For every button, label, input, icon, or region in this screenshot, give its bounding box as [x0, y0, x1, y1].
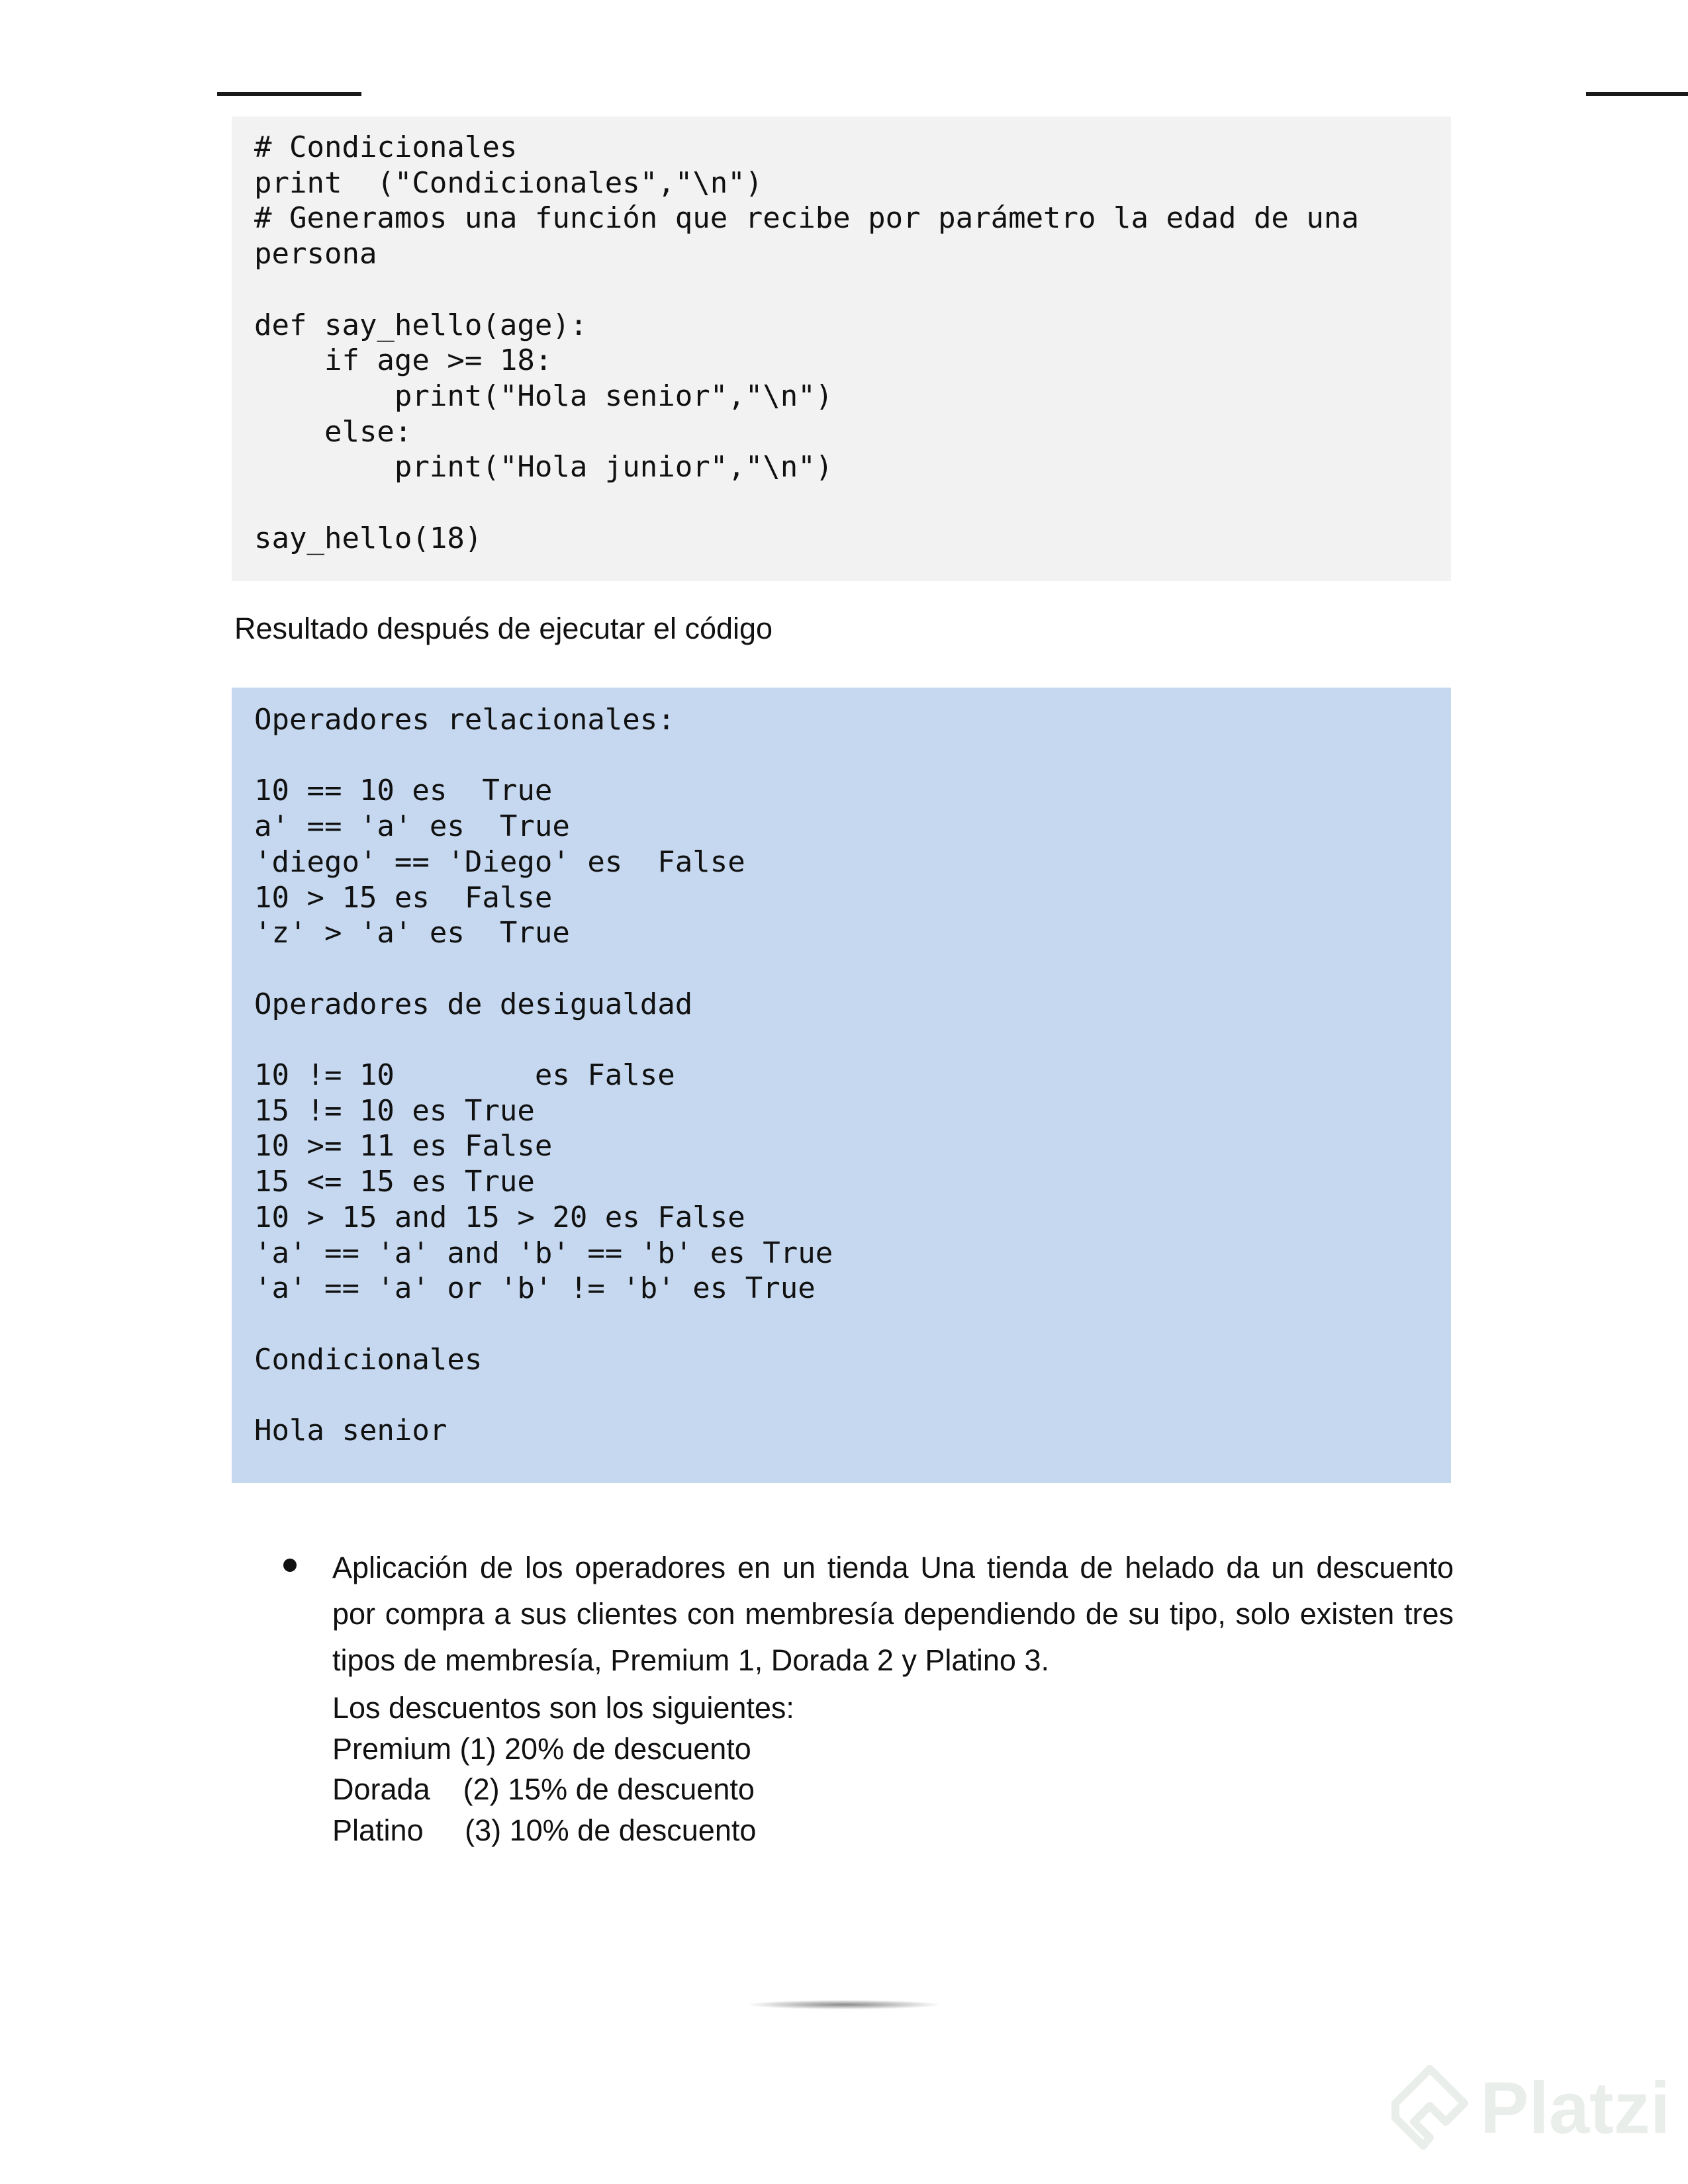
- result-label: Resultado después de ejecutar el código: [234, 612, 773, 645]
- discount-dorada: Dorada (2) 15% de descuento: [332, 1772, 755, 1806]
- bullet-icon: [283, 1559, 297, 1572]
- code-block: # Condicionales print ("Condicionales","\n") # Generamos una función que recibe por parámetro la edad de una persona def say_hello(age): if age >= 18: print("Hola senior","\n") else: print("Hola junior","\n") say_hello(18): [232, 116, 1451, 581]
- discount-platino: Platino (3) 10% de descuento: [332, 1813, 757, 1847]
- platzi-logo-icon: [1390, 2065, 1470, 2151]
- watermark-text: Platzi: [1480, 2067, 1671, 2149]
- discount-intro: Los descuentos son los siguientes:: [332, 1691, 794, 1725]
- header-rule-right: [1586, 92, 1688, 96]
- discount-premium: Premium (1) 20% de descuento: [332, 1731, 751, 1766]
- header-rule-left: [217, 92, 361, 96]
- bullet-paragraph: Aplicación de los operadores en un tienda Una tienda de helado da un descuento por compra a sus clientes con membresía dependiendo de su tipo, solo existen tres tipos de membresía, Premium 1, Dorada 2 y Platino 3.: [332, 1551, 1454, 1677]
- platzi-watermark: [1390, 2065, 1670, 2151]
- output-block: Operadores relacionales: 10 == 10 es True a' == 'a' es True 'diego' == 'Diego' es False 10 > 15 es False 'z' > 'a' es True Operadores de desigualdad 10 != 10 es False 15 != 10 es True 10 >= 11 es False 15 <= 15 es True 10 > 15 and 15 > 20 es False 'a' == 'a' and 'b' == 'b' es True 'a' == 'a' or 'b' != 'b' es True Condicionales Hola senior: [232, 688, 1451, 1483]
- discount-list: [332, 1688, 794, 1850]
- footer-swoosh: [748, 2000, 940, 2009]
